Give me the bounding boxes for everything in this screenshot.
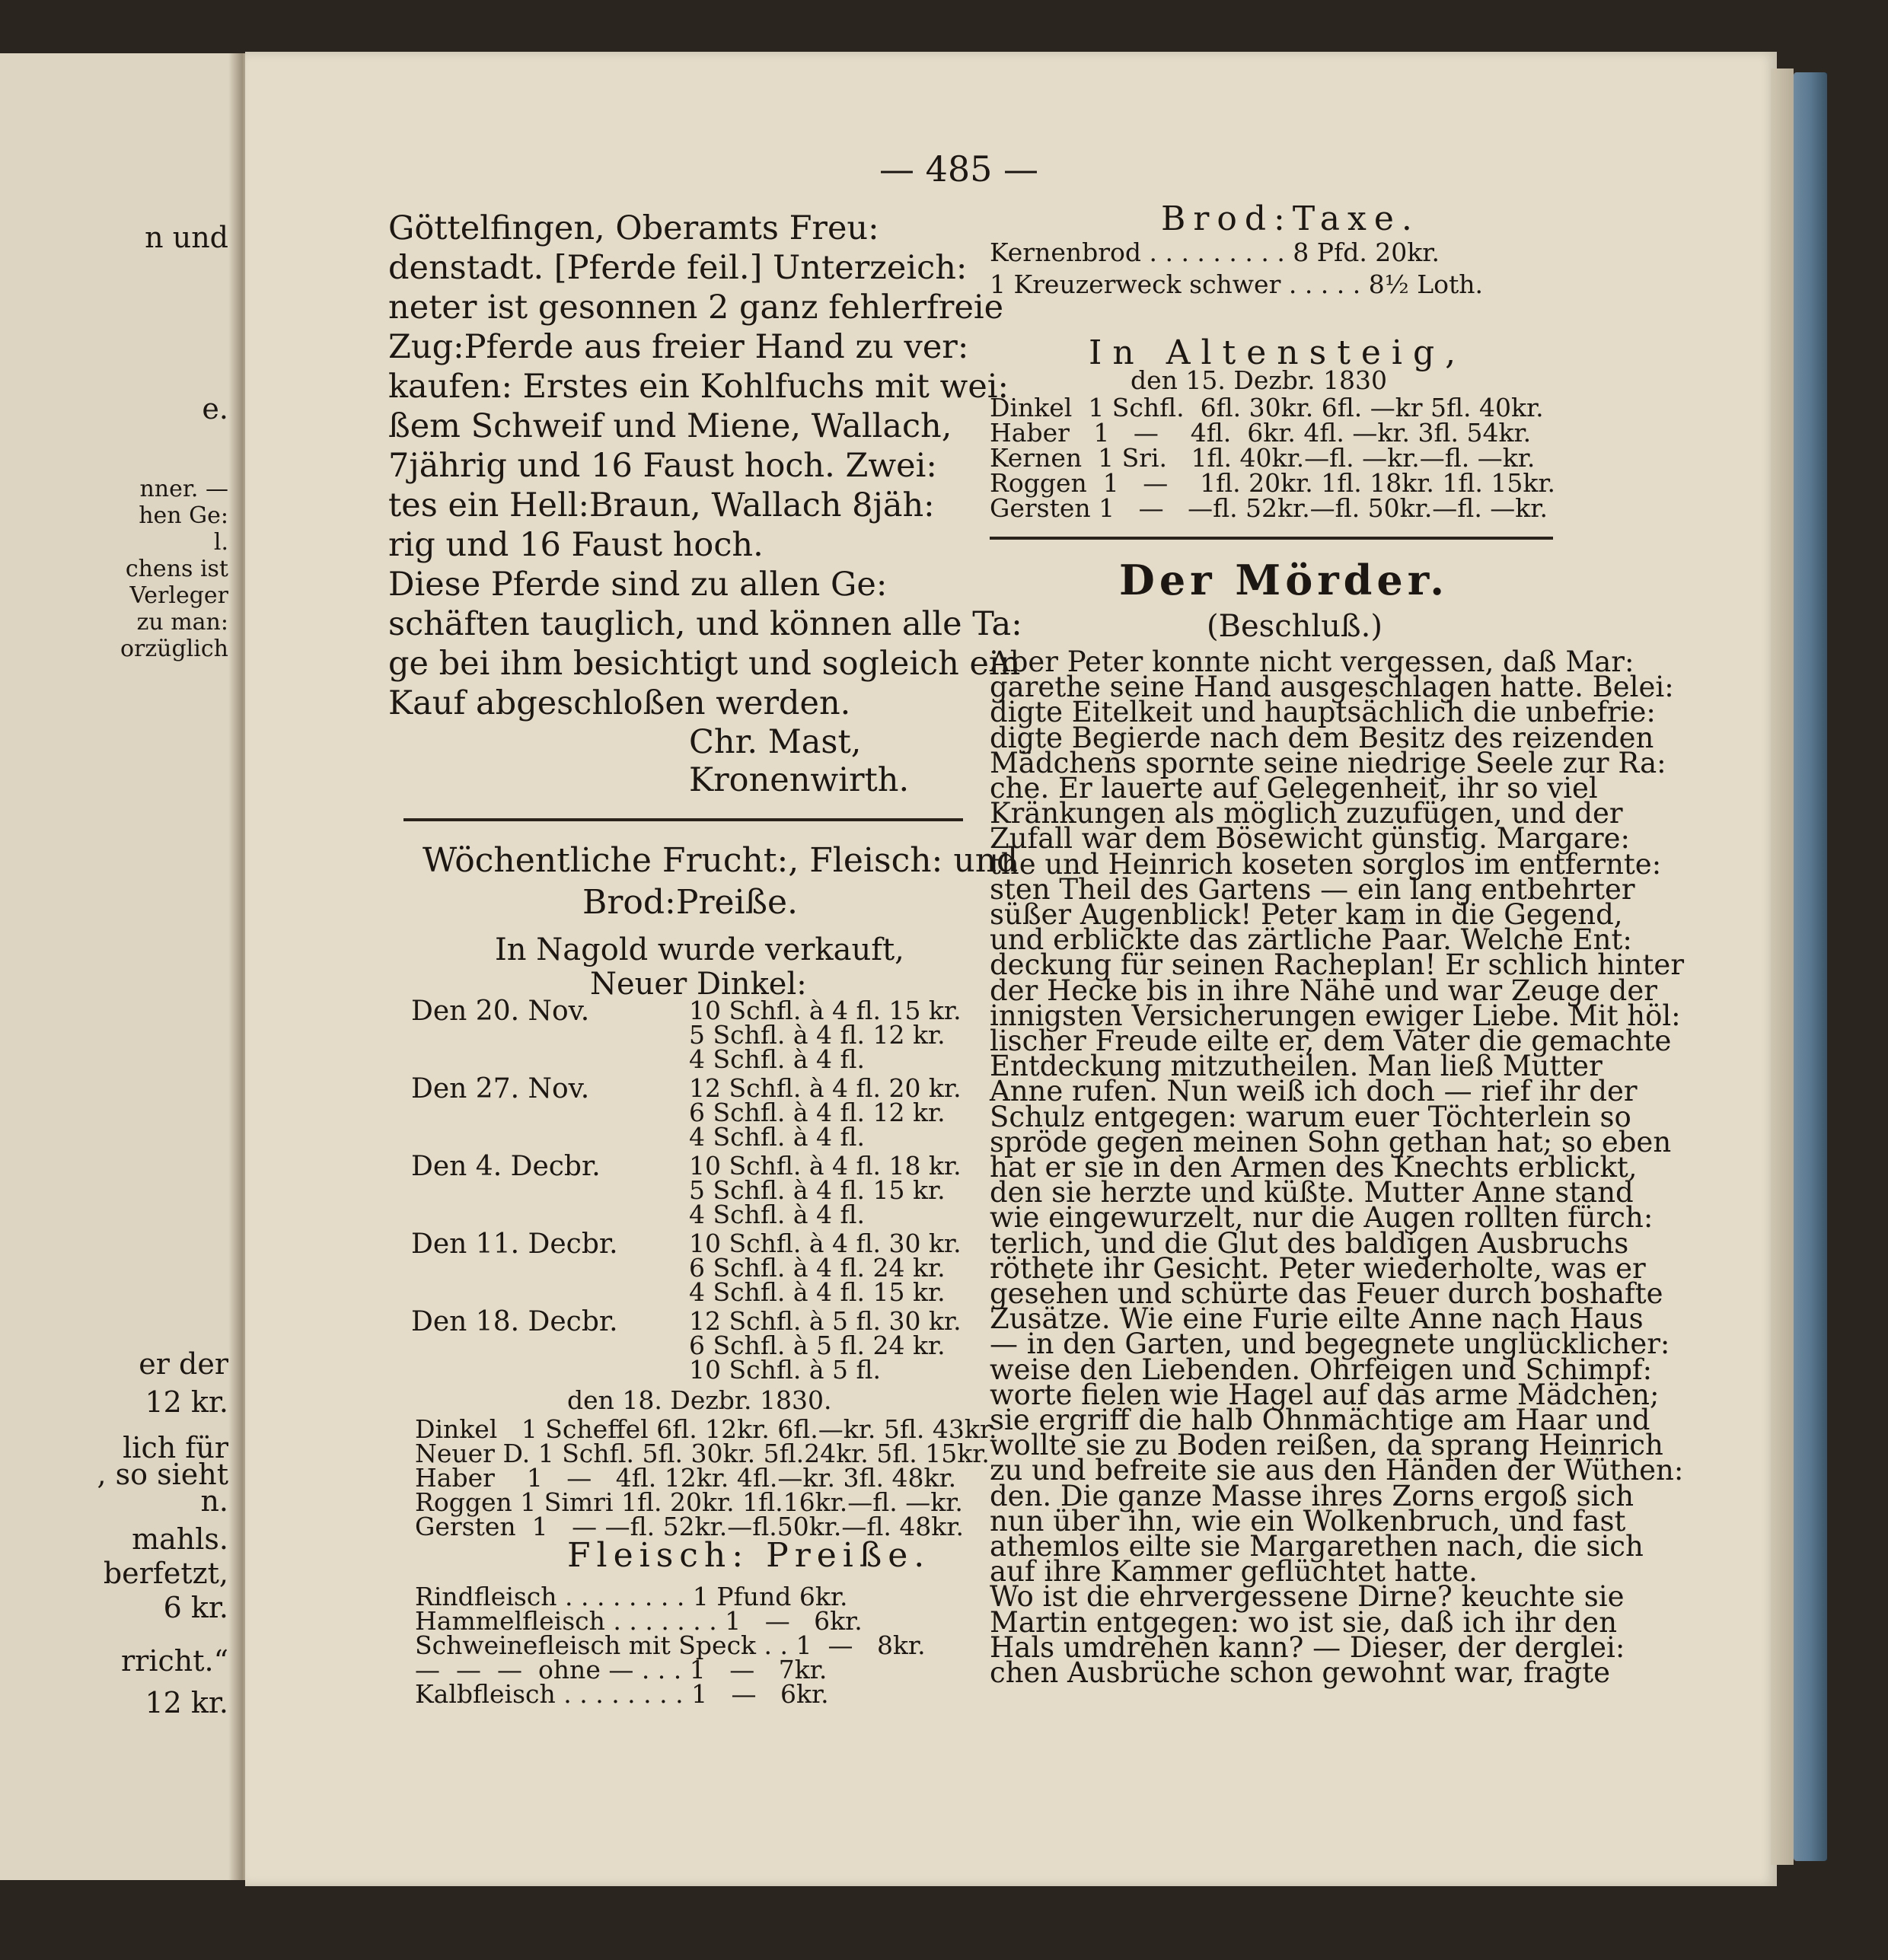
meat-row: Kalbfleisch . . . . . . . . 1 — 6kr. bbox=[415, 1679, 829, 1709]
ad-line: Kauf abgeschloßen werden. bbox=[388, 684, 851, 722]
story-line: auf ihre Kammer geflüchtet hatte. bbox=[990, 1555, 1478, 1589]
meat-row: — — — ohne — . . . 1 — 7kr. bbox=[415, 1655, 828, 1684]
left-fragment-line: 12 kr. bbox=[145, 1686, 228, 1719]
story-line: garethe seine Hand ausgeschlagen hatte. Belei: bbox=[990, 671, 1674, 704]
story-line: Martin entgegen: wo ist sie, daß ich ihr den bbox=[990, 1605, 1618, 1639]
price-entry: 6 Schfl. à 4 fl. 24 kr. bbox=[689, 1253, 946, 1283]
book-cover-edge bbox=[1794, 72, 1827, 1861]
brod-row: 1 Kreuzerweck schwer . . . . . 8½ Loth. bbox=[990, 269, 1483, 299]
story-line: den. Die ganze Masse ihres Zorns ergoß sich bbox=[990, 1479, 1634, 1512]
ad-line: rig und 16 Faust hoch. bbox=[388, 526, 764, 564]
story-line: Zufall war dem Bösewicht günstig. Margare: bbox=[990, 822, 1631, 856]
price-entry: 12 Schfl. à 4 fl. 20 kr. bbox=[689, 1073, 962, 1103]
price-entry: 6 Schfl. à 5 fl. 24 kr. bbox=[689, 1331, 946, 1360]
story-line: weise den Liebenden. Ohrfeigen und Schimpf: bbox=[990, 1353, 1653, 1386]
page-edges bbox=[1771, 69, 1794, 1865]
story-line: — in den Garten, und begegnete unglücklicher: bbox=[990, 1327, 1670, 1361]
altensteig-row: Dinkel 1 Schfl. 6fl. 30kr. 6fl. —kr 5fl. 40kr. bbox=[990, 393, 1544, 422]
ad-line: denstadt. [Pferde feil.] Unterzeich: bbox=[388, 249, 968, 287]
left-fragment-line: , so sieht bbox=[97, 1458, 228, 1491]
price-entry: 6 Schfl. à 4 fl. 12 kr. bbox=[689, 1098, 946, 1127]
price-entry: 10 Schfl. à 4 fl. 18 kr. bbox=[689, 1151, 962, 1181]
left-fragment-line: 6 kr. bbox=[163, 1591, 228, 1624]
price-entry: 10 Schfl. à 4 fl. 30 kr. bbox=[689, 1229, 962, 1258]
ad-line: Diese Pferde sind zu allen Ge: bbox=[388, 566, 888, 604]
left-fragment-line: rricht.“ bbox=[120, 1644, 228, 1678]
altensteig-date: den 15. Dezbr. 1830 bbox=[1131, 365, 1387, 395]
story-line: Entdeckung mitzutheilen. Man ließ Mutter bbox=[990, 1050, 1603, 1083]
price-date: Den 4. Decbr. bbox=[411, 1151, 601, 1182]
page-number: — 485 — bbox=[879, 148, 1039, 190]
story-line: hat er sie in den Armen des Knechts erblickt, bbox=[990, 1151, 1638, 1184]
left-fragment-line: berfetzt, bbox=[103, 1557, 228, 1590]
story-line: Schulz entgegen: warum euer Töchterlein so bbox=[990, 1100, 1631, 1133]
story-line: Wo ist die ehrvergessene Dirne? keuchte sie bbox=[990, 1580, 1625, 1614]
price-entry: 4 Schfl. à 4 fl. 15 kr. bbox=[689, 1277, 946, 1307]
summary-row: Haber 1 — 4fl. 12kr. 4fl.—kr. 3fl. 48kr. bbox=[415, 1463, 957, 1493]
left-fragment-line: chens ist bbox=[125, 556, 228, 582]
price-entry: 10 Schfl. à 5 fl. bbox=[689, 1355, 881, 1385]
ad-line: neter ist gesonnen 2 ganz fehlerfreie bbox=[388, 288, 1004, 327]
story-line: röthete ihr Gesicht. Peter wiederholte, was er bbox=[990, 1251, 1646, 1285]
prices-heading-line2: Brod:Preiße. bbox=[582, 883, 799, 922]
story-line: Kränkungen als möglich zuzufügen, und der bbox=[990, 797, 1623, 830]
altensteig-row: Kernen 1 Sri. 1fl. 40kr.—fl. —kr.—fl. —kr. bbox=[990, 443, 1536, 473]
left-fragment-line: n und bbox=[145, 221, 228, 254]
story-line: und erblickte das zärtliche Paar. Welche Ent: bbox=[990, 923, 1632, 957]
altensteig-heading: In Altensteig, bbox=[1089, 333, 1467, 372]
story-line: den sie herzte und küßte. Mutter Anne stand bbox=[990, 1176, 1634, 1209]
price-entry: 5 Schfl. à 4 fl. 12 kr. bbox=[689, 1020, 946, 1050]
story-line: digte Eitelkeit und hauptsächlich die unbefrie: bbox=[990, 696, 1656, 729]
summary-row: Dinkel 1 Scheffel 6fl. 12kr. 6fl.—kr. 5fl. 43kr. bbox=[415, 1414, 997, 1444]
story-line: worte fielen wie Hagel auf das arme Mädchen; bbox=[990, 1378, 1660, 1411]
story-line: wie eingewurzelt, nur die Augen rollten fürch: bbox=[990, 1201, 1654, 1235]
left-fragment-line: mahls. bbox=[132, 1522, 228, 1556]
left-fragment-line: lich für bbox=[123, 1431, 228, 1464]
story-line: digte Begierde nach dem Besitz des reizenden bbox=[990, 721, 1654, 754]
price-entry: 10 Schfl. à 4 fl. 15 kr. bbox=[689, 996, 962, 1025]
altensteig-row: Haber 1 — 4fl. 6kr. 4fl. —kr. 3fl. 54kr. bbox=[990, 418, 1532, 448]
story-line: Hals umdrehen kann? — Dieser, der derglei: bbox=[990, 1630, 1625, 1664]
section-divider bbox=[403, 818, 963, 821]
summary-row: Roggen 1 Simri 1fl. 20kr. 1fl.16kr.—fl. —kr. bbox=[415, 1487, 963, 1517]
story-line: gesehen und schürte das Feuer durch boshafte bbox=[990, 1277, 1663, 1310]
ad-line: schäften tauglich, und können alle Ta: bbox=[388, 605, 1022, 643]
ad-line: tes ein Hell:Braun, Wallach 8jäh: bbox=[388, 486, 935, 524]
meat-row: Rindfleisch . . . . . . . . 1 Pfund 6kr. bbox=[415, 1582, 848, 1611]
signature-name: Chr. Mast, bbox=[689, 723, 862, 761]
price-date: Den 11. Decbr. bbox=[411, 1229, 618, 1260]
story-line: zu und befreite sie aus den Händen der Wüthen: bbox=[990, 1454, 1684, 1487]
meat-row: Schweinefleisch mit Speck . . 1 — 8kr. bbox=[415, 1630, 926, 1660]
story-line: Zusätze. Wie eine Furie eilte Anne nach Haus bbox=[990, 1302, 1644, 1336]
section-divider-right bbox=[990, 537, 1553, 540]
altensteig-row: Gersten 1 — —fl. 52kr.—fl. 50kr.—fl. —kr. bbox=[990, 493, 1548, 523]
price-entry: 12 Schfl. à 5 fl. 30 kr. bbox=[689, 1306, 962, 1336]
prices-heading-line1: Wöchentliche Frucht:, Fleisch: und bbox=[423, 841, 1019, 880]
story-line: innigsten Versicherungen ewiger Liebe. Mit höl: bbox=[990, 999, 1681, 1032]
ad-line: ge bei ihm besichtigt und sogleich ein bbox=[388, 645, 1021, 683]
story-line: deckung für seinen Racheplan! Er schlich hinter bbox=[990, 948, 1685, 982]
meat-row: Hammelfleisch . . . . . . . 1 — 6kr. bbox=[415, 1606, 863, 1636]
ad-line: 7jährig und 16 Faust hoch. Zwei: bbox=[388, 447, 937, 485]
signature-title: Kronenwirth. bbox=[689, 761, 910, 799]
price-entry: 4 Schfl. à 4 fl. bbox=[689, 1122, 865, 1152]
story-line: Anne rufen. Nun weiß ich doch — rief ihr der bbox=[990, 1075, 1638, 1108]
left-fragment-line: Verleger bbox=[129, 582, 228, 609]
story-line: chen Ausbrüche schon gewohnt war, fragte bbox=[990, 1656, 1610, 1689]
left-fragment-line: 12 kr. bbox=[145, 1385, 228, 1419]
ad-line: kaufen: Erstes ein Kohlfuchs mit wei: bbox=[388, 368, 1009, 406]
left-fragment-line: hen Ge: bbox=[139, 502, 228, 529]
ad-line: ßem Schweif und Miene, Wallach, bbox=[388, 407, 952, 445]
story-line: lischer Freude eilte er, dem Vater die gemachte bbox=[990, 1025, 1672, 1057]
price-date: Den 18. Decbr. bbox=[411, 1306, 618, 1337]
story-line: sten Theil des Gartens — ein lang entbehrter bbox=[990, 872, 1635, 906]
story-subtitle: (Beschluß.) bbox=[1207, 609, 1383, 644]
story-line: wollte sie zu Boden reißen, da sprang Heinrich bbox=[990, 1429, 1663, 1462]
story-line: che. Er lauerte auf Gelegenheit, ihr so viel bbox=[990, 772, 1598, 805]
brod-row: Kernenbrod . . . . . . . . . 8 Pfd. 20kr. bbox=[990, 237, 1440, 267]
summary-row: Gersten 1 — —fl. 52kr.—fl.50kr.—fl. 48kr. bbox=[415, 1512, 964, 1541]
price-entry: 5 Schfl. à 4 fl. 15 kr. bbox=[689, 1175, 946, 1205]
summary-row: Neuer D. 1 Schfl. 5fl. 30kr. 5fl.24kr. 5fl. 15kr. bbox=[415, 1439, 990, 1468]
left-fragment-line: nner. — bbox=[139, 476, 228, 502]
brod-taxe-heading: Brod:Taxe. bbox=[1161, 199, 1420, 238]
story-line: nun über ihn, wie ein Wolkenbruch, und fast bbox=[990, 1504, 1626, 1538]
left-fragment-line: orzüglich bbox=[120, 636, 228, 662]
story-title: Der Mörder. bbox=[1119, 556, 1449, 604]
left-fragment-line: zu man: bbox=[136, 609, 228, 636]
story-line: spröde gegen meinen Sohn gethan hat; so eben bbox=[990, 1125, 1672, 1158]
prices-grain-line: Neuer Dinkel: bbox=[590, 967, 807, 1002]
story-line: süßer Augenblick! Peter kam in die Gegend, bbox=[990, 898, 1623, 931]
price-entry: 4 Schfl. à 4 fl. bbox=[689, 1044, 865, 1074]
altensteig-row: Roggen 1 — 1fl. 20kr. 1fl. 18kr. 1fl. 15kr. bbox=[990, 468, 1555, 498]
story-line: terlich, und die Glut des baldigen Ausbruchs bbox=[990, 1226, 1629, 1260]
meat-prices-heading: Fleisch: Preiße. bbox=[567, 1536, 931, 1575]
story-line: sie ergriff die halb Ohnmächtige am Haar und bbox=[990, 1404, 1650, 1436]
left-fragment-line: e. bbox=[202, 392, 228, 425]
story-line: Aber Peter konnte nicht vergessen, daß Mar: bbox=[990, 645, 1634, 678]
story-line: Mädchens spornte seine niedrige Seele zur Ra: bbox=[990, 746, 1666, 779]
left-fragment-line: er der bbox=[139, 1347, 228, 1381]
ad-line: Göttelfingen, Oberamts Freu: bbox=[388, 209, 879, 247]
prices-place-line: In Nagold wurde verkauft, bbox=[495, 932, 904, 967]
story-line: the und Heinrich koseten sorglos im entfernte: bbox=[990, 847, 1662, 881]
story-line: der Hecke bis in ihre Nähe und war Zeuge der bbox=[990, 974, 1657, 1007]
price-date: Den 27. Nov. bbox=[411, 1073, 590, 1104]
price-date: Den 20. Nov. bbox=[411, 996, 590, 1027]
price-entry: 4 Schfl. à 4 fl. bbox=[689, 1200, 865, 1229]
left-fragment-line: n. bbox=[200, 1484, 228, 1518]
left-fragment-line: l. bbox=[213, 529, 228, 556]
summary-date: den 18. Dezbr. 1830. bbox=[567, 1385, 832, 1415]
ad-line: Zug:Pferde aus freier Hand zu ver: bbox=[388, 328, 969, 366]
story-line: athemlos eilte sie Margarethen nach, die sich bbox=[990, 1530, 1644, 1563]
